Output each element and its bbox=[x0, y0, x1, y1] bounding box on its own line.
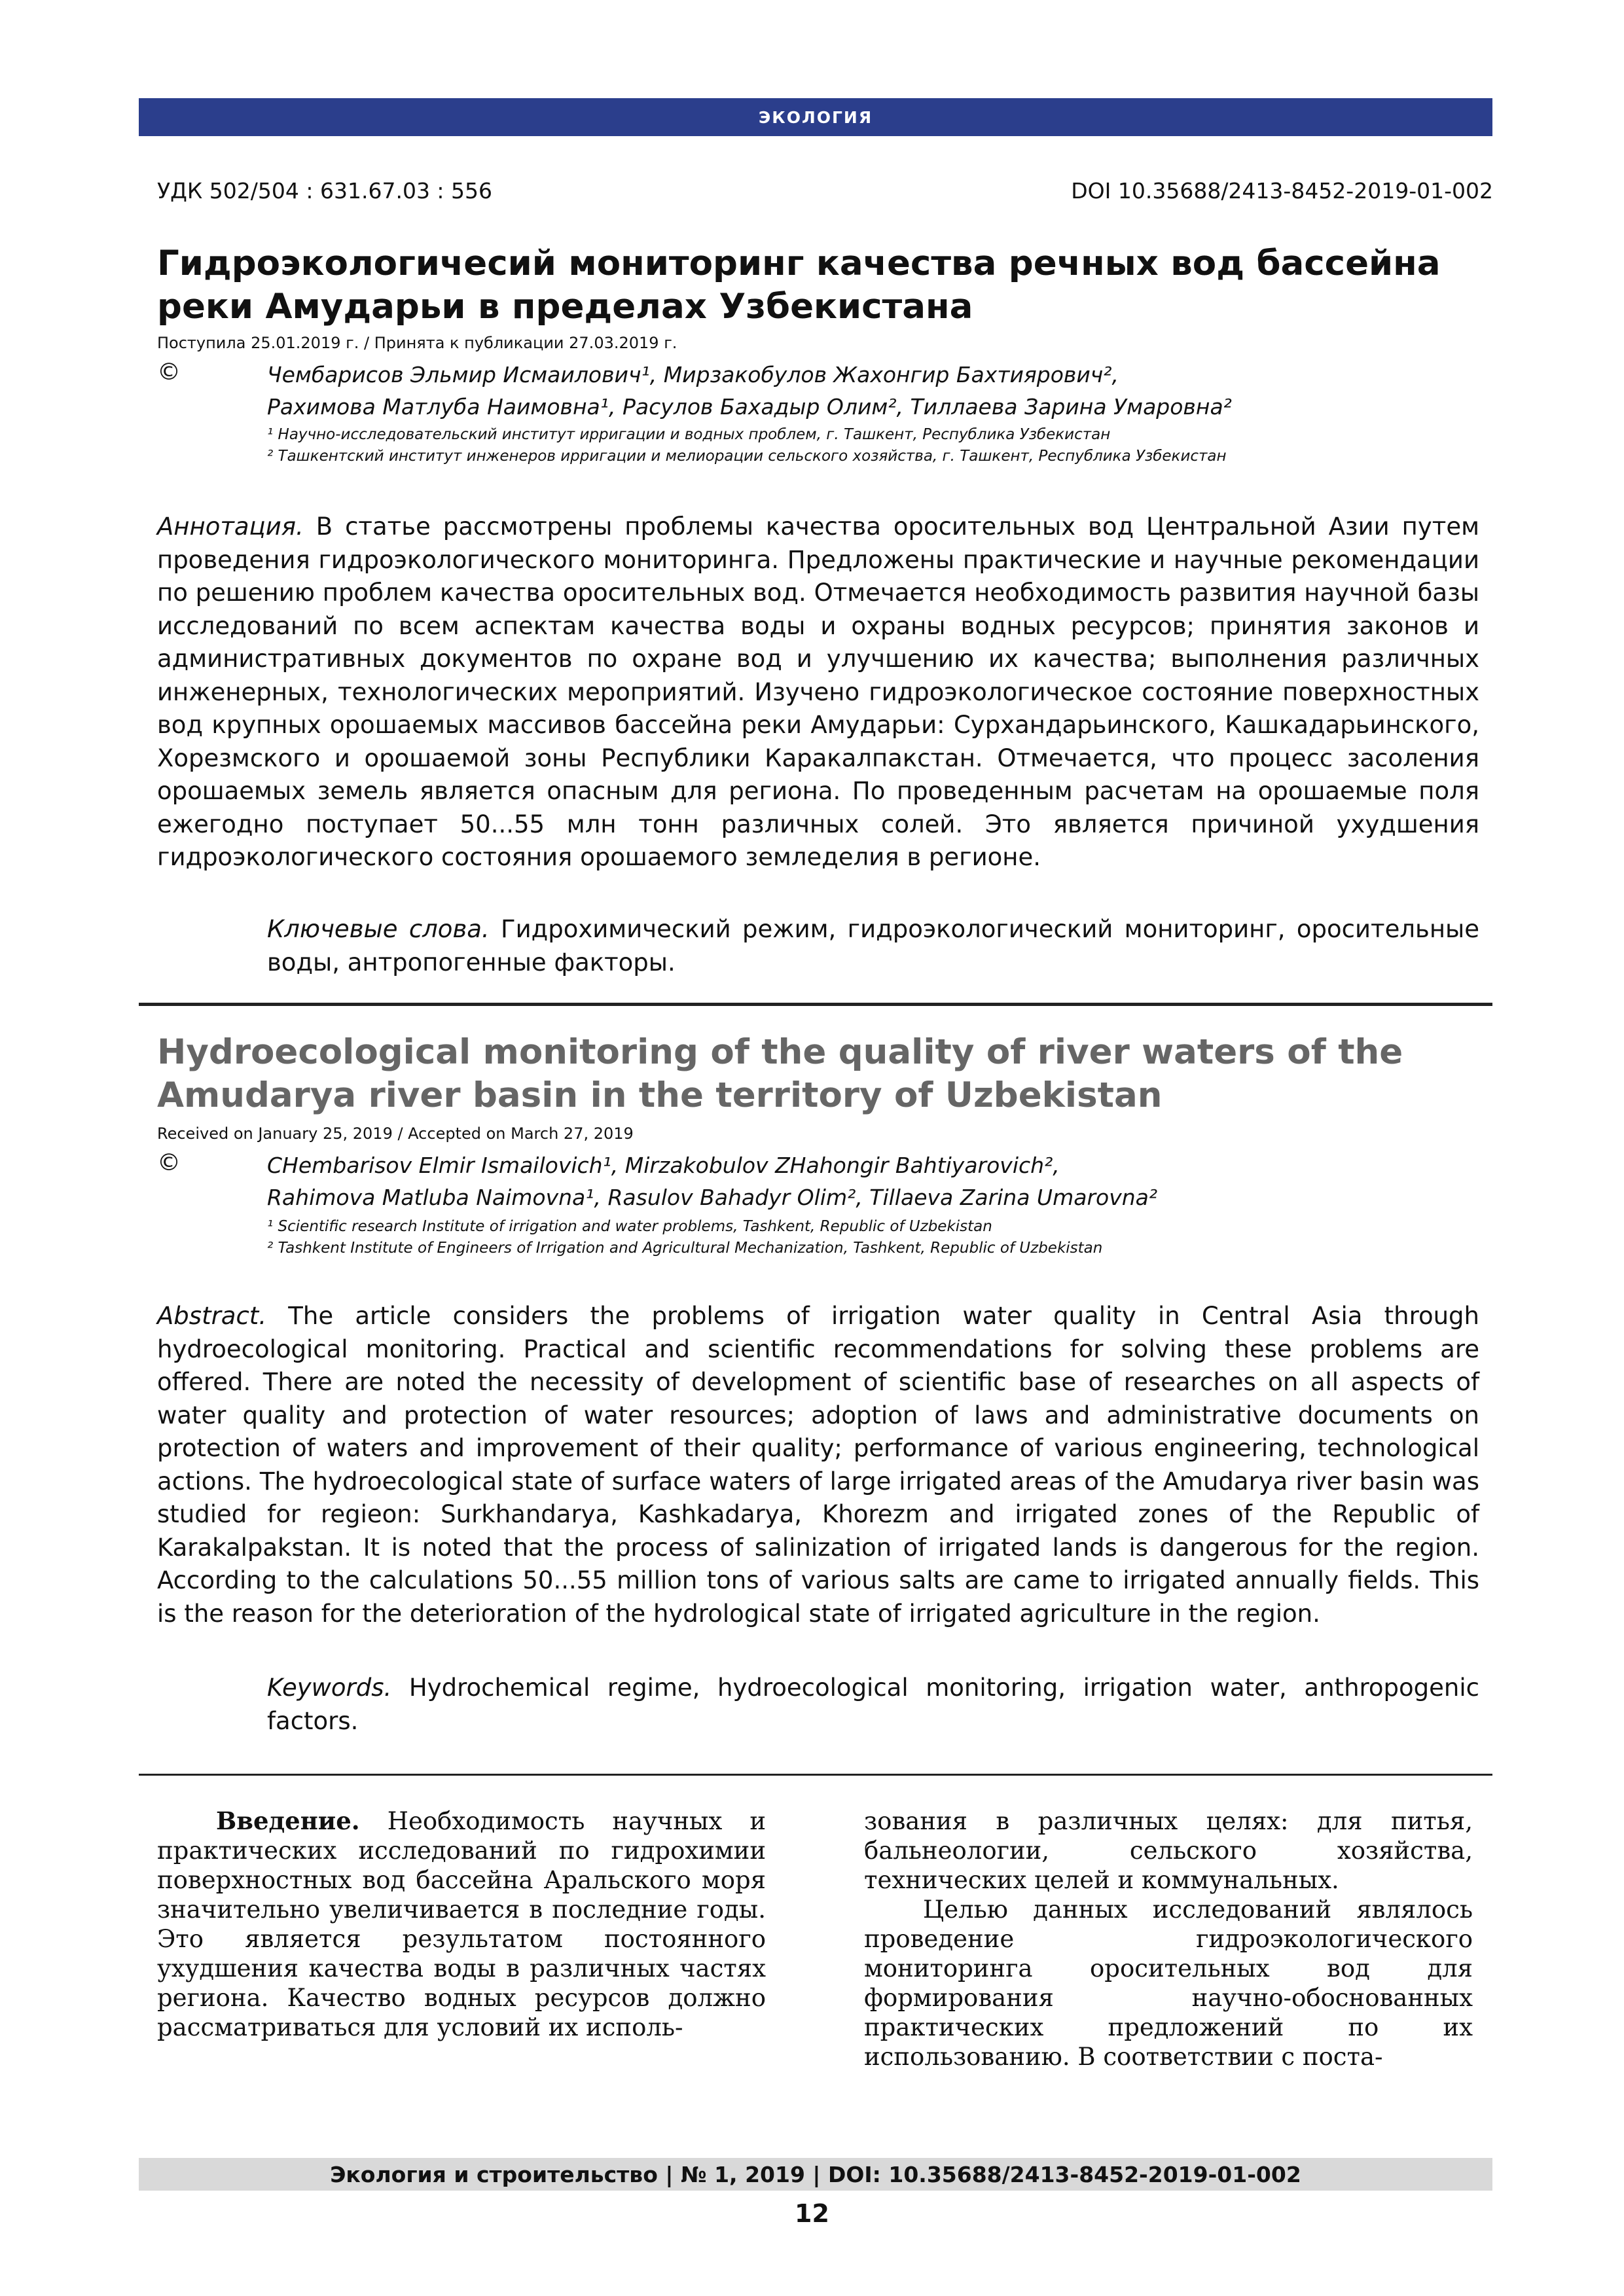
section-header-bar bbox=[139, 98, 1492, 136]
title-english-line1: Hydroecological monitoring of the quality of river waters of the bbox=[157, 1032, 1403, 1072]
right-paragraph-2: Целью данных исследований являлось проведение гидроэкологического мониторинга оросительных вод для формирования научно-обоснованных практических предложений по их использованию. В соответствии с поста- bbox=[864, 1895, 1473, 2071]
page-number: 12 bbox=[795, 2199, 829, 2228]
title-english bbox=[157, 1031, 1479, 1117]
affiliation-english-2: ² Tashkent Institute of Engineers of Irrigation and Agricultural Mechanization, Tashkent, Republic of Uzbekistan bbox=[267, 1240, 1103, 1257]
affiliation-english-1: ¹ Scientific research Institute of irrigation and water problems, Tashkent, Republic of Uzbekistan bbox=[267, 1218, 992, 1235]
body-column-right bbox=[864, 1806, 1473, 2072]
abstract-english bbox=[157, 1300, 1479, 1630]
authors-russian-line2: Рахимова Матлуба Наимовна¹, Расулов Бахадыр Олим², Тиллаева Зарина Умаровна² bbox=[267, 394, 1232, 420]
footer-bar bbox=[139, 2158, 1492, 2191]
intro-label: Введение. bbox=[216, 1806, 360, 1835]
abstract-text-russian: В статье рассмотрены проблемы качества оросительных вод Центральной Азии путем проведения гидроэкологического мониторинга. Предложены практические и научные рекомендации по решению проблем качества оросительных вод. Отмечается необходимость развития научной базы исследований по всем аспектам качества воды и охраны водных ресурсов; принятия законов и административных документов по охране вод и улучшению их качества; выполнения различных инженерных, технологических мероприятий. Изучено гидроэкологическое состояние поверхностных вод крупных орошаемых массивов бассейна реки Амударьи: Сурхандарьинского, Кашкадарьинского, Хорезмского и орошаемой зоны Республики Каракалпакстан. Отмечается, что процесс засоления орошаемых земель является опасным для региона. По проведенным расчетам на орошаемые поля ежегодно поступает 50...55 млн тонн различных солей. Это является причиной ухудшения гидроэкологического состояния орошаемого земледелия в регионе. bbox=[157, 512, 1479, 871]
affiliation-russian-1: ¹ Научно-исследовательский институт ирригации и водных проблем, г. Ташкент, Республика Узбекистан bbox=[267, 426, 1111, 443]
section-title: ЭКОЛОГИЯ bbox=[758, 107, 873, 127]
keywords-label-russian: Ключевые слова. bbox=[267, 915, 490, 943]
received-date-russian: Поступила 25.01.2019 г. / Принята к публикации 27.03.2019 г. bbox=[157, 334, 677, 352]
keywords-text-russian: Гидрохимический режим, гидроэкологический мониторинг, оросительные воды, антропогенные факторы. bbox=[267, 915, 1479, 977]
intro-text: Необходимость научных и практических исследований по гидрохимии поверхностных вод бассейна Аральского моря значительно увеличивается в последние годы. Это является результатом постоянного ухудшения качества воды в различных частях региона. Качество водных ресурсов должно рассматриваться для условий их исполь- bbox=[157, 1807, 766, 2041]
affiliations-english bbox=[267, 1216, 1102, 1259]
keywords-english bbox=[267, 1672, 1479, 1738]
abstract-text-english: The article considers the problems of irrigation water quality in Central Asia through hydroecological monitoring. Practical and scientific recommendations for solving these problems are offered. There are noted the necessity of development of scientific base of researches on all aspects of water quality and protection of water resources; adoption of laws and administrative documents on protection of waters and improvement of their quality; performance of various engineering, technological actions. The hydroecological state of surface waters of large irrigated areas of the Amudarya river basin was studied for regieon: Surkhandarya, Kashkadarya, Khorezm and irrigated zones of the Republic of Karakalpakstan. It is noted that the process of salinization of irrigated lands is dangerous for the region. According to the calculations 50...55 million tons of various salts are came to irrigated annually fields. This is the reason for the deterioration of the hydrological state of irrigated agriculture in the region. bbox=[157, 1302, 1479, 1628]
title-russian-line2: реки Амударьи в пределах Узбекистана bbox=[157, 287, 973, 327]
intro-paragraph bbox=[157, 1806, 766, 2042]
copyright-symbol-russian: © bbox=[157, 359, 181, 386]
keywords-label-english: Keywords. bbox=[267, 1674, 392, 1702]
authors-english-line1: CHembarisov Elmir Ismailovich¹, Mirzakobulov ZHahongir Bahtiyarovich², bbox=[267, 1153, 1060, 1178]
title-english-line2: Amudarya river basin in the territory of Uzbekistan bbox=[157, 1075, 1163, 1115]
title-russian bbox=[157, 242, 1466, 329]
authors-english-line2: Rahimova Matluba Naimovna¹, Rasulov Bahadyr Olim², Tillaeva Zarina Umarovna² bbox=[267, 1185, 1158, 1210]
keywords-text-english: Hydrochemical regime, hydroecological monitoring, irrigation water, anthropogenic factors. bbox=[267, 1674, 1479, 1735]
section-divider bbox=[139, 1003, 1492, 1006]
doi-header: DOI 10.35688/2413-8452-2019-01-002 bbox=[1071, 178, 1493, 204]
right-paragraph-1: зования в различных целях: для питья, бальнеологии, сельского хозяйства, технических целей и коммунальных. bbox=[864, 1807, 1473, 1894]
authors-russian-line1: Чембарисов Эльмир Исмаилович¹, Мирзакобулов Жахонгир Бахтиярович², bbox=[267, 362, 1119, 387]
affiliations-russian bbox=[267, 424, 1227, 467]
body-divider bbox=[139, 1774, 1492, 1776]
body-column-left bbox=[157, 1806, 766, 2042]
abstract-russian bbox=[157, 511, 1479, 874]
abstract-label-russian: Аннотация. bbox=[157, 512, 304, 541]
udc-code: УДК 502/504 : 631.67.03 : 556 bbox=[157, 178, 493, 204]
authors-russian bbox=[267, 359, 1232, 423]
abstract-label-english: Abstract. bbox=[157, 1302, 267, 1330]
footer-journal-info: Экология и строительство | № 1, 2019 | DOI: 10.35688/2413-8452-2019-01-002 bbox=[330, 2161, 1301, 2187]
affiliation-russian-2: ² Ташкентский институт инженеров ирригации и мелиорации сельского хозяйства, г. Ташкент, Республика Узбекистан bbox=[267, 448, 1227, 465]
authors-english bbox=[267, 1149, 1157, 1213]
copyright-symbol-english: © bbox=[157, 1149, 181, 1176]
received-date-english: Received on January 25, 2019 / Accepted on March 27, 2019 bbox=[157, 1124, 634, 1143]
title-russian-line1: Гидроэкологичесий мониторинг качества речных вод бассейна bbox=[157, 243, 1441, 283]
keywords-russian bbox=[267, 913, 1479, 979]
